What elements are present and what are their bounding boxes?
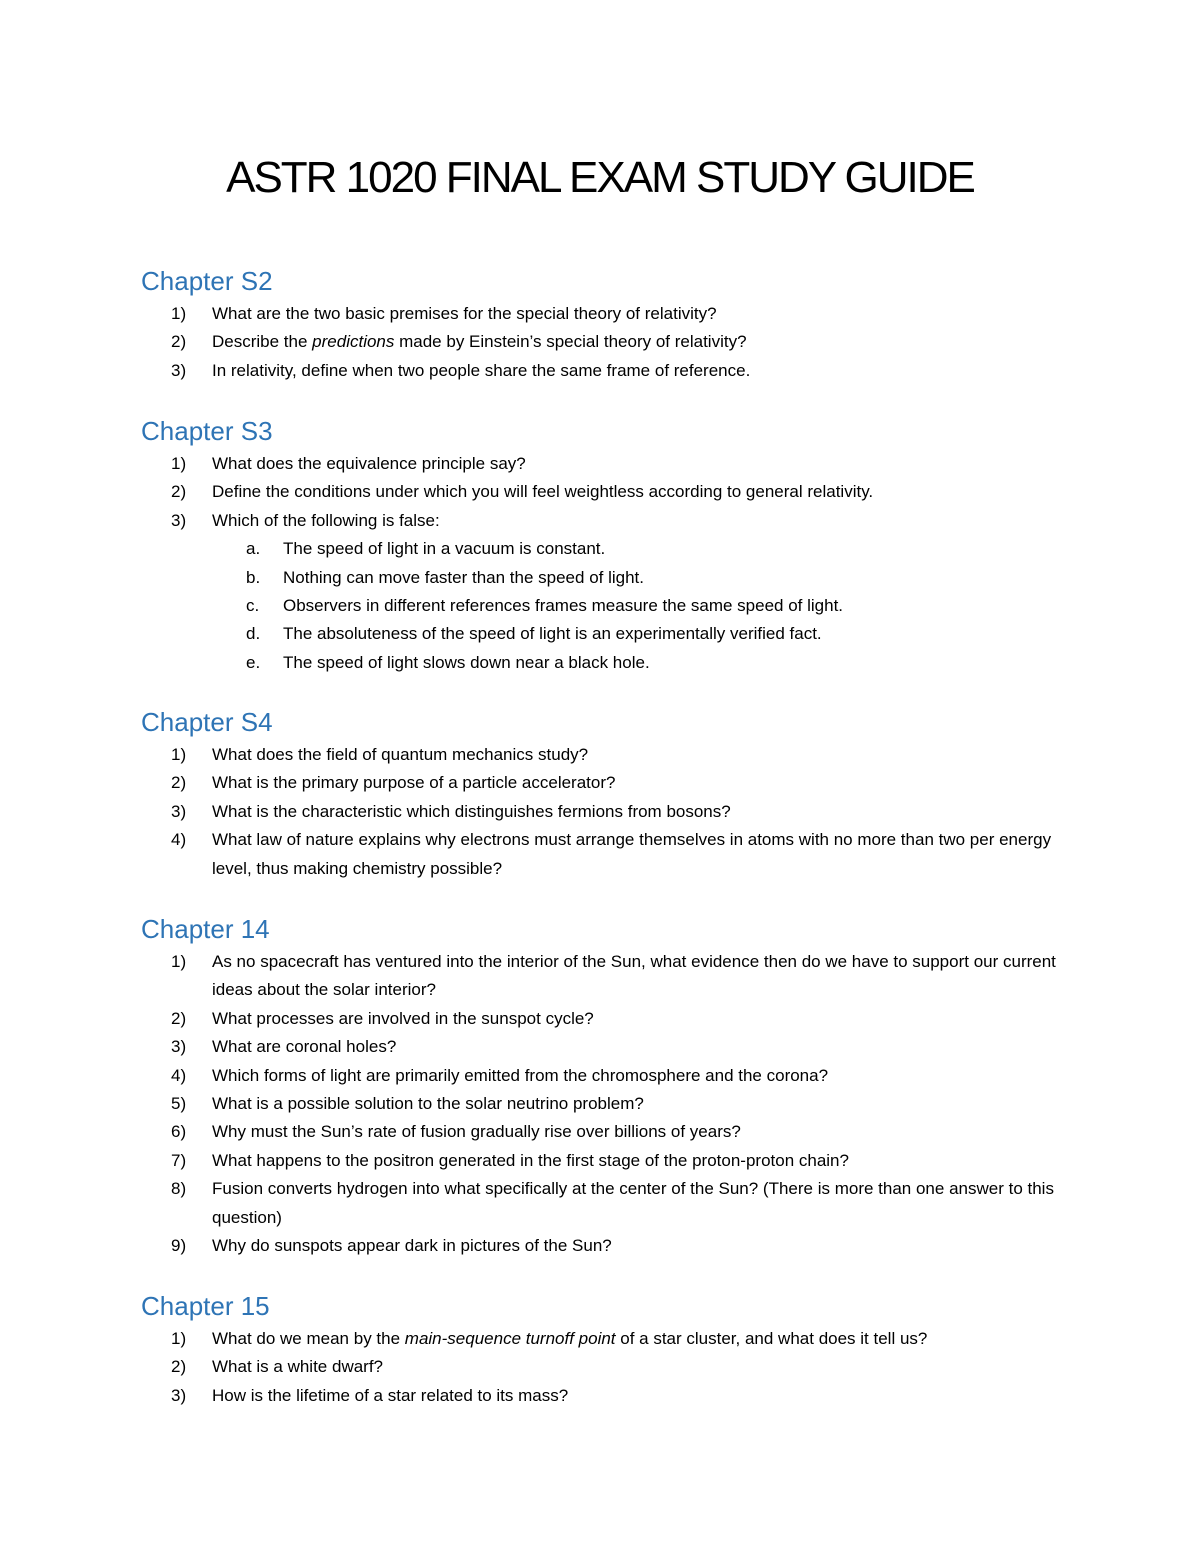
chapter-heading: Chapter S4 [141, 707, 273, 737]
question-emphasis: main-sequence turnoff point [404, 1329, 616, 1348]
question-text: Describe the [212, 332, 313, 352]
question-item [141, 1232, 1062, 1260]
question-item [141, 1005, 1062, 1033]
question-number: 2) [171, 1008, 187, 1028]
question-item [141, 450, 1062, 478]
question-text: Why do sunspots appear dark in pictures of the Sun? [212, 1236, 612, 1256]
question-number: 2) [171, 1357, 187, 1377]
option-letter: d. [246, 624, 261, 644]
question-number: 4) [171, 1065, 187, 1085]
question-number: 3) [171, 1037, 187, 1057]
question-number: 1) [171, 745, 187, 764]
question-number: 2) [171, 332, 187, 352]
option-item [212, 592, 1062, 620]
question-text: Which of the following is false: [212, 510, 440, 530]
chapter-section [141, 414, 1101, 677]
chapter-section [141, 1289, 1101, 1410]
question-item [141, 1062, 1062, 1090]
question-item [141, 1325, 1062, 1353]
chapter-heading: Chapter S3 [141, 416, 273, 446]
chapter-section [141, 912, 1101, 1260]
option-list [212, 535, 1062, 677]
question-number: 1) [171, 454, 187, 473]
question-item [141, 798, 1062, 826]
chapter-section [141, 264, 1101, 385]
question-item [141, 300, 1062, 328]
question-item [141, 357, 1062, 385]
option-letter: a. [246, 539, 261, 559]
option-text: The absoluteness of the speed of light is an experimentally verified fact. [283, 624, 822, 644]
question-text: made by Einstein’s special theory of relativity? [394, 332, 747, 352]
question-item [141, 769, 1062, 797]
question-number: 5) [171, 1094, 187, 1114]
question-number: 2) [171, 482, 187, 502]
question-number: 7) [171, 1150, 187, 1170]
question-number: 8) [171, 1179, 187, 1199]
question-text: What are the two basic premises for the special theory of relativity? [212, 304, 717, 323]
question-text: Define the conditions under which you will feel weightless according to general relativity. [212, 482, 874, 502]
question-text: In relativity, define when two people share the same frame of reference. [212, 360, 751, 380]
question-number: 3) [171, 801, 187, 821]
option-text: The speed of light in a vacuum is constant. [283, 539, 606, 559]
question-list [141, 300, 1101, 385]
question-number: 3) [171, 510, 187, 530]
option-item [212, 564, 1062, 592]
question-item [141, 1382, 1062, 1410]
question-number: 1) [171, 304, 187, 323]
document-title: ASTR 1020 FINAL EXAM STUDY GUIDE [226, 153, 974, 202]
option-text: Nothing can move faster than the speed of light. [283, 567, 645, 587]
question-number: 4) [171, 830, 187, 850]
question-text: Why must the Sun’s rate of fusion gradually rise over billions of years? [212, 1122, 741, 1142]
question-number: 3) [171, 360, 187, 380]
question-number: 9) [171, 1236, 187, 1256]
question-number: 1) [171, 952, 187, 971]
option-letter: e. [246, 652, 261, 672]
question-text: Fusion converts hydrogen into what specifically at the center of the Sun? (There is more than one answer to this question) [212, 1179, 1054, 1227]
question-text: of a star cluster, and what does it tell us? [615, 1329, 928, 1348]
question-item [141, 478, 1062, 506]
option-item [212, 649, 1062, 677]
option-letter: b. [246, 567, 261, 587]
question-number: 6) [171, 1122, 187, 1142]
question-text: What is a possible solution to the solar neutrino problem? [212, 1094, 644, 1114]
option-item [212, 620, 1062, 648]
chapter-heading: Chapter 14 [141, 914, 270, 944]
question-text: What does the equivalence principle say? [212, 454, 526, 473]
question-text: What is a white dwarf? [212, 1357, 384, 1377]
chapter-heading: Chapter S2 [141, 266, 273, 296]
question-text: What is the characteristic which distinguishes fermions from bosons? [212, 801, 731, 821]
question-text: As no spacecraft has ventured into the interior of the Sun, what evidence then do we have to support our current ideas about the solar interior? [212, 952, 1056, 1000]
question-item [141, 826, 1062, 883]
question-item [141, 1118, 1062, 1146]
question-item [141, 1353, 1062, 1381]
question-item [141, 1090, 1062, 1118]
question-item [141, 1033, 1062, 1061]
question-item [141, 328, 1062, 356]
question-text: Which forms of light are primarily emitted from the chromosphere and the corona? [212, 1065, 829, 1085]
question-number: 2) [171, 773, 187, 793]
question-number: 3) [171, 1385, 187, 1405]
option-text: The speed of light slows down near a black hole. [283, 652, 650, 672]
question-emphasis: predictions [312, 332, 395, 352]
question-item [141, 507, 1062, 677]
chapter-section [141, 705, 1101, 883]
question-item [141, 1175, 1062, 1232]
question-text: What is the primary purpose of a particle accelerator? [212, 773, 616, 793]
question-item [141, 1147, 1062, 1175]
option-letter: c. [246, 596, 260, 616]
question-text: What law of nature explains why electrons must arrange themselves in atoms with no more than two per energy level, thus making chemistry possible? [212, 830, 1052, 878]
option-text: Observers in different references frames measure the same speed of light. [283, 596, 844, 616]
question-list [141, 741, 1101, 883]
question-text: What does the field of quantum mechanics study? [212, 745, 589, 764]
question-list [141, 948, 1101, 1260]
question-item [141, 948, 1062, 1005]
question-text: What are coronal holes? [212, 1037, 397, 1057]
question-text: How is the lifetime of a star related to its mass? [212, 1385, 569, 1405]
question-text: What happens to the positron generated in the first stage of the proton-proton chain? [212, 1150, 849, 1170]
question-text: What do we mean by the [212, 1329, 405, 1348]
question-text: What processes are involved in the sunspot cycle? [212, 1008, 594, 1028]
question-item [141, 741, 1062, 769]
chapter-heading: Chapter 15 [141, 1291, 270, 1321]
question-list [141, 450, 1101, 677]
option-item [212, 535, 1062, 563]
question-number: 1) [171, 1329, 187, 1348]
question-list [141, 1325, 1101, 1410]
